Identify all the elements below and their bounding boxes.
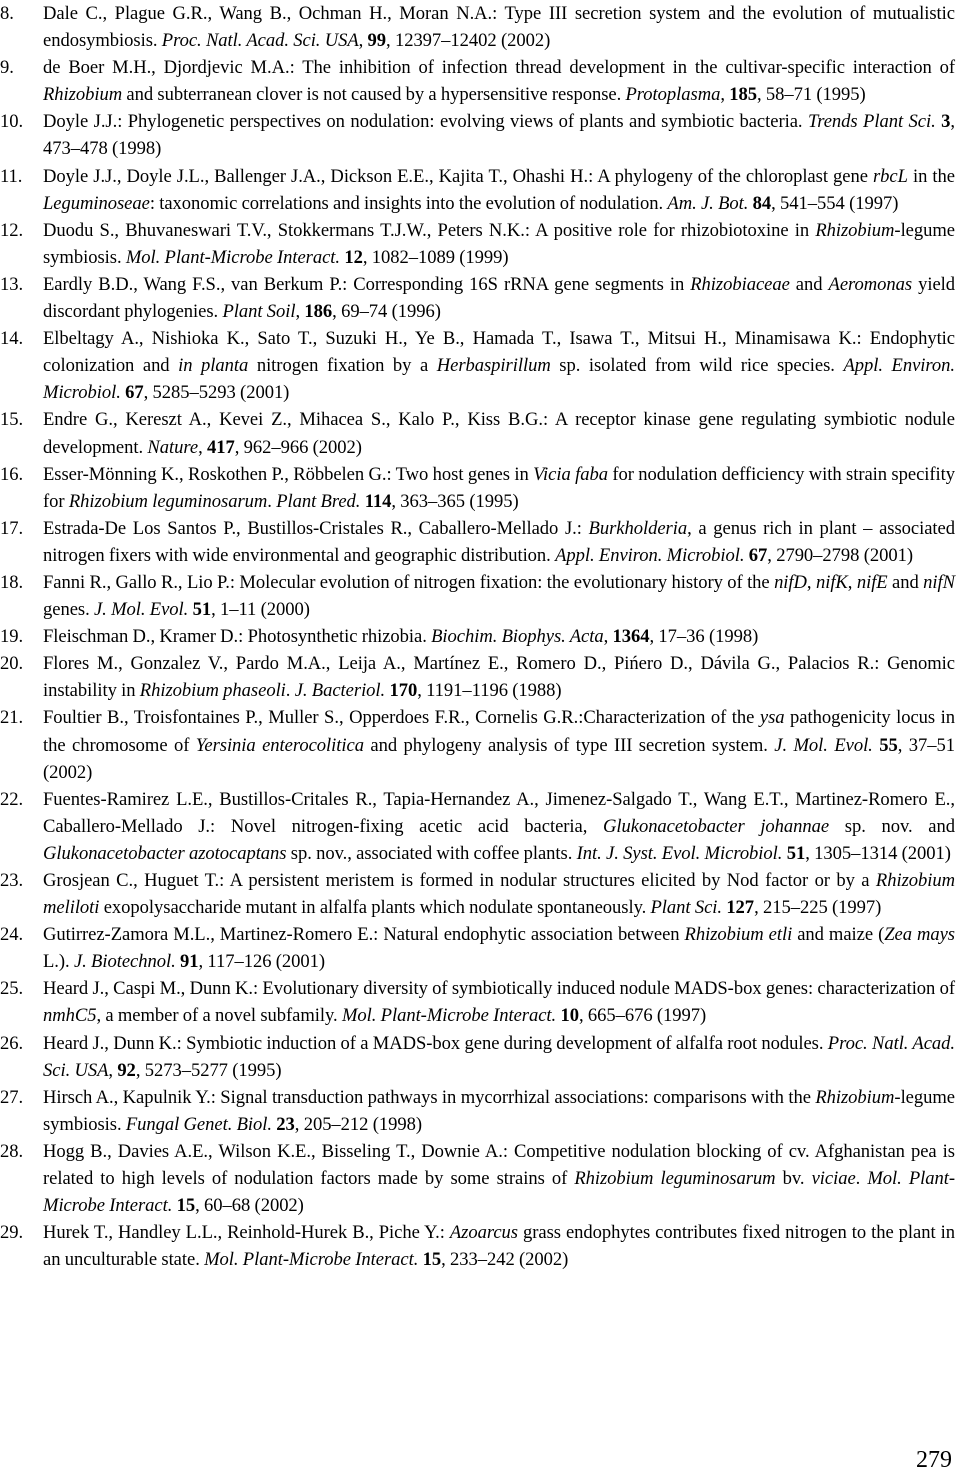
reference-text: in the [907, 165, 955, 187]
reference-bold-text: 10 [560, 1005, 579, 1027]
reference-text: , 473–478 (1998) [43, 111, 955, 160]
reference-text: Dale C., Plague G.R., Wang B., Ochman H., Moran N.A.: Type III secretion system and the evolution of mutualistic endosymbiosis. [43, 3, 955, 52]
reference-text: , 233–242 (2002) [441, 1249, 569, 1271]
reference-italic-text: Appl. Environ. Microbiol. [43, 355, 955, 404]
reference-italic-text: nifD [774, 571, 807, 593]
reference-text: and maize ( [792, 924, 885, 946]
reference-text: Heard J., Dunn K.: Symbiotic induction of a MADS-box gene during development of alfalfa root nodules. [43, 1032, 828, 1054]
reference-text: Esser-Mönning K., Roskothen P., Röbbelen G.: Two host genes in [43, 463, 534, 485]
reference-item [0, 54, 955, 108]
reference-text: de Boer M.H., Djordjevic M.A.: The inhibition of infection thread development in the cultivar-specific interaction of [43, 57, 955, 79]
reference-text: bv. [775, 1168, 812, 1190]
reference-bold-text: 127 [726, 897, 755, 919]
reference-bold-text: 3 [941, 111, 951, 133]
reference-item [0, 975, 955, 1029]
reference-italic-text: Fungal Genet. Biol. [125, 1113, 272, 1135]
reference-text: , 117–126 (2001) [198, 951, 326, 973]
reference-text: , [847, 571, 857, 593]
reference-text: . [855, 1168, 868, 1190]
reference-bold-text: 91 [180, 951, 199, 973]
reference-text: Duodu S., Bhuvaneswari T.V., Stokkermans T.J.W., Peters N.K.: A positive role for rhizobiotoxine in [43, 219, 816, 241]
reference-number: 15. [0, 409, 24, 431]
reference-text: , 2790–2798 (2001) [767, 544, 913, 566]
reference-text: , 60–68 (2002) [195, 1195, 304, 1217]
reference-text: Hogg B., Davies A.E., Wilson K.E., Bisseling T., Downie A.: Competitive nodulation blocking of cv. Afghanistan pea is related to high levels of nodulation factors made by some strains of [43, 1140, 955, 1190]
reference-italic-text: rbcL [872, 165, 908, 187]
reference-item [0, 921, 955, 975]
reference-italic-text: Plant Soil [222, 301, 296, 323]
reference-bold-text: 51 [192, 599, 212, 621]
reference-bold-text: 92 [117, 1059, 136, 1081]
reference-text: exopolysaccharide mutant in alfalfa plants which nodulate spontaneously. [99, 897, 651, 919]
reference-italic-text: Zea mays [884, 924, 955, 946]
reference-bold-text: 15 [422, 1249, 442, 1271]
reference-number: 29. [0, 1222, 24, 1244]
reference-italic-text: Rhizobium [815, 219, 895, 241]
reference-italic-text: Appl. Environ. Microbiol. [555, 544, 745, 566]
reference-italic-text: J. Mol. Evol. [93, 599, 189, 621]
reference-number: 19. [0, 626, 24, 648]
page-number: 279 [916, 1447, 952, 1473]
reference-text: , 5273–5277 (1995) [135, 1059, 282, 1081]
reference-italic-text: Rhizobium [815, 1086, 895, 1108]
reference-text: -legume symbiosis. [43, 1086, 955, 1135]
reference-italic-text: Rhizobium leguminosarum [68, 490, 268, 512]
reference-text: Doyle J.J.: Phylogenetic perspectives on nodulation: evolving views of plants and symbiotic bacteria. [43, 111, 808, 133]
reference-item [0, 786, 955, 867]
reference-italic-text: Yersinia enterocolitica [195, 734, 364, 756]
reference-item [0, 0, 955, 54]
reference-italic-text: viciae [811, 1168, 856, 1190]
reference-number: 17. [0, 517, 24, 539]
reference-text: , a member of a novel subfamily. [96, 1005, 342, 1027]
reference-number: 8. [0, 3, 14, 24]
reference-number: 24. [0, 924, 24, 946]
reference-item [0, 406, 955, 460]
reference-italic-text: Nature [147, 436, 199, 458]
reference-bold-text: 417 [206, 436, 235, 458]
reference-text: , 363–365 (1995) [391, 490, 519, 512]
reference-italic-text: Rhizobiaceae [690, 273, 790, 295]
reference-text: and [789, 273, 829, 295]
reference-number: 27. [0, 1086, 24, 1108]
reference-text: Fanni R., Gallo R., Lio P.: Molecular evolution of nitrogen fixation: the evolutionary history of the [43, 571, 775, 593]
reference-text: Gutirrez-Zamora M.L., Martinez-Romero E.: Natural endophytic association between [43, 924, 685, 946]
reference-bold-text: 15 [176, 1195, 196, 1217]
reference-bold-text: 23 [276, 1113, 295, 1135]
reference-text: , 12397–12402 (2002) [386, 30, 551, 52]
reference-item [0, 704, 955, 785]
reference-item [0, 1030, 955, 1084]
reference-text: Flores M., Gonzalez V., Pardo M.A., Leija A., Martínez E., Romero D., Pińero D., Dávila G., Palacios R.: Genomic instability in [43, 653, 955, 702]
reference-bold-text: 67 [748, 544, 768, 566]
reference-bold-text: 55 [879, 734, 898, 756]
reference-text: , 1191–1196 (1988) [417, 680, 562, 702]
reference-text: Doyle J.J., Doyle J.L., Ballenger J.A., Dickson E.E., Kajita T., Ohashi H.: A phylogeny of the chloroplast gene [43, 165, 873, 187]
reference-text: Elbeltagy A., Nishioka K., Sato T., Suzuki H., Ye B., Hamada T., Isawa T., Mitsui H., Minamisawa K.: Endophytic colonization and [43, 328, 955, 377]
reference-number: 12. [0, 219, 24, 241]
reference-italic-text: Aeromonas [828, 273, 913, 295]
reference-italic-text: Rhizobium etli [684, 924, 793, 946]
reference-text: , 37–51 (2002) [43, 734, 955, 783]
reference-number: 22. [0, 788, 24, 810]
reference-number: 11. [0, 165, 23, 187]
reference-italic-text: Plant Sci. [650, 897, 722, 919]
reference-number: 21. [0, 707, 24, 729]
reference-text: , [806, 571, 816, 593]
reference-number: 23. [0, 870, 24, 891]
reference-text: , [295, 301, 305, 323]
reference-number: 16. [0, 463, 24, 485]
reference-italic-text: Mol. Plant-Microbe Interact. [341, 1005, 557, 1027]
reference-item [0, 650, 955, 704]
reference-bold-text: 114 [364, 490, 392, 512]
reference-text: and [887, 571, 924, 593]
reference-text: Endre G., Kereszt A., Kevei Z., Mihacea S., Kalo P., Kiss B.G.: A receptor kinase gene regulating symbiotic nodule development. [43, 409, 955, 458]
reference-item [0, 1219, 955, 1273]
reference-italic-text: Rhizobium phaseoli [139, 680, 286, 702]
reference-italic-text: Am. J. Bot. [667, 192, 749, 214]
reference-italic-text: Proc. Natl. Acad. Sci. USA [43, 1032, 956, 1081]
reference-text: and phylogeny analysis of type III secretion system. [363, 734, 775, 756]
reference-item [0, 623, 955, 650]
reference-bold-text: 51 [786, 842, 806, 864]
reference-text: Hurek T., Handley L.L., Reinhold-Hurek B., Piche Y.: [43, 1222, 450, 1244]
reference-text: , 215–225 (1997) [754, 897, 882, 919]
reference-italic-text: in planta [178, 355, 249, 377]
reference-number: 18. [0, 571, 24, 593]
reference-item [0, 461, 955, 515]
reference-text: , [198, 436, 207, 458]
reference-text: , a genus rich in plant – associated nitrogen fixers with wide environmental and geographic distribution. [43, 517, 955, 566]
reference-italic-text: Glukonacetobacter johannae [603, 815, 830, 837]
reference-text: L.). [43, 951, 74, 973]
reference-text: , 1305–1314 (2001) [805, 842, 951, 864]
reference-text: Fuentes-Ramirez L.E., Bustillos-Critales R., Tapia-Hernandez A., Jimenez-Salgado T., Wang E.T., Martinez-Romero E., Caballero-Mellado J.: Novel nitrogen-fixing acetic acid bacteria, [43, 788, 955, 837]
reference-text: , 17–36 (1998) [649, 626, 759, 648]
reference-italic-text: nifN [923, 571, 956, 593]
reference-bold-text: 186 [304, 301, 333, 323]
reference-text: Grosjean C., Huguet T.: A persistent meristem is formed in nodular structures elicited by Nod factor or by a [43, 870, 876, 891]
reference-italic-text: Mol. Plant-Microbe Interact. [204, 1249, 419, 1271]
reference-text: , [720, 84, 730, 106]
reference-italic-text: nifK [815, 571, 848, 593]
reference-italic-text: Rhizobium [43, 84, 123, 106]
reference-italic-text: Herbaspirillum [436, 355, 551, 377]
reference-bold-text: 67 [125, 382, 144, 404]
reference-italic-text: Rhizobium meliloti [43, 870, 955, 919]
reference-text: genes. [43, 599, 94, 621]
reference-item [0, 108, 955, 162]
reference-text: -legume symbiosis. [43, 219, 955, 268]
reference-text: for nodulation defficiency with strain specifity for [43, 463, 956, 512]
reference-text: , [358, 30, 368, 52]
reference-italic-text: nifE [856, 571, 888, 593]
reference-bold-text: 84 [752, 192, 772, 214]
reference-text: sp. nov. and [829, 815, 955, 837]
reference-text: , [603, 626, 613, 648]
reference-text: , 962–966 (2002) [234, 436, 362, 458]
reference-number: 13. [0, 273, 24, 295]
reference-bold-text: 185 [729, 84, 757, 106]
reference-text: sp. nov., associated with coffee plants. [286, 842, 577, 864]
reference-text: pathogenicity locus in the chromosome of [43, 707, 955, 756]
reference-italic-text: Int. J. Syst. Evol. Microbiol. [576, 842, 783, 864]
reference-text: Heard J., Caspi M., Dunn K.: Evolutionary diversity of symbiotically induced nodule MADS-box genes: characterization of [43, 978, 955, 1000]
reference-item [0, 163, 955, 217]
reference-text: Hirsch A., Kapulnik Y.: Signal transduction pathways in mycorrhizal associations: comparisons with the [43, 1086, 816, 1108]
reference-text: , 69–74 (1996) [332, 301, 441, 323]
reference-number: 10. [0, 111, 24, 133]
reference-text: . [267, 490, 277, 512]
reference-item [0, 569, 955, 623]
reference-italic-text: Mol. Plant-Microbe Interact. [43, 1168, 956, 1217]
reference-number: 26. [0, 1032, 24, 1054]
reference-text: . [285, 680, 295, 702]
reference-number: 25. [0, 978, 24, 1000]
reference-bold-text: 12 [344, 246, 363, 268]
reference-text: , 58–71 (1995) [756, 84, 866, 106]
reference-italic-text: Proc. Natl. Acad. Sci. USA [161, 30, 359, 52]
reference-item [0, 1138, 955, 1219]
reference-italic-text: Trends Plant Sci. [807, 111, 936, 133]
reference-text: Fleischman D., Kramer D.: Photosynthetic rhizobia. [43, 626, 432, 648]
reference-bold-text: 1364 [612, 626, 650, 648]
reference-italic-text: nmhC5 [43, 1005, 97, 1027]
reference-text: , 665–676 (1997) [578, 1005, 707, 1027]
reference-number: 28. [0, 1140, 24, 1162]
reference-italic-text: Protoplasma [625, 84, 721, 106]
reference-text: Eardly B.D., Wang F.S., van Berkum P.: Corresponding 16S rRNA gene segments in [43, 273, 691, 295]
reference-item [0, 515, 955, 569]
reference-text: , 1082–1089 (1999) [362, 246, 509, 268]
reference-italic-text: Azoarcus [449, 1222, 518, 1244]
reference-italic-text: ysa [759, 707, 785, 729]
reference-italic-text: Biochim. Biophys. Acta [431, 626, 604, 648]
reference-italic-text: J. Mol. Evol. [774, 734, 873, 756]
reference-text: yield discordant phylogenies. [43, 273, 956, 323]
reference-italic-text: Leguminoseae [43, 192, 150, 214]
reference-item [0, 325, 955, 406]
reference-text: Foultier B., Troisfontaines P., Muller S., Opperdoes F.R., Cornelis G.R.:Characterization of the [43, 707, 760, 729]
reference-italic-text: J. Biotechnol. [73, 951, 176, 973]
reference-number: 20. [0, 653, 24, 675]
reference-italic-text: Plant Bred. [276, 490, 361, 512]
reference-number: 9. [0, 57, 14, 79]
reference-text: and subterranean clover is not caused by a hypersensitive response. [122, 84, 626, 106]
reference-item [0, 867, 955, 921]
reference-text: nitrogen fixation by a [248, 355, 437, 377]
reference-italic-text: Vicia faba [533, 463, 608, 485]
reference-text: grass endophytes contributes fixed nitrogen to the plant in an unculturable state. [43, 1222, 955, 1271]
reference-text: Estrada-De Los Santos P., Bustillos-Cristales R., Caballero-Mellado J.: [43, 517, 589, 539]
reference-number: 14. [0, 328, 24, 350]
reference-text: sp. isolated from wild rice species. [550, 355, 844, 377]
reference-text: : taxonomic correlations and insights into the evolution of nodulation. [149, 192, 668, 214]
reference-item [0, 1084, 955, 1138]
reference-italic-text: J. Bacteriol. [294, 680, 386, 702]
reference-bold-text: 170 [389, 680, 418, 702]
reference-item [0, 271, 955, 325]
reference-italic-text: Rhizobium leguminosarum [574, 1168, 776, 1190]
reference-text: , [108, 1059, 118, 1081]
reference-text: , 205–212 (1998) [294, 1113, 422, 1135]
reference-text: , 5285–5293 (2001) [143, 382, 290, 404]
reference-italic-text: Mol. Plant-Microbe Interact. [125, 246, 341, 268]
reference-text: , 1–11 (2000) [211, 599, 310, 621]
reference-bold-text: 99 [367, 30, 387, 52]
reference-item [0, 217, 955, 271]
reference-text: , 541–554 (1997) [771, 192, 899, 214]
reference-italic-text: Glukonacetobacter azotocaptans [43, 842, 287, 864]
reference-italic-text: Burkholderia [588, 517, 688, 539]
